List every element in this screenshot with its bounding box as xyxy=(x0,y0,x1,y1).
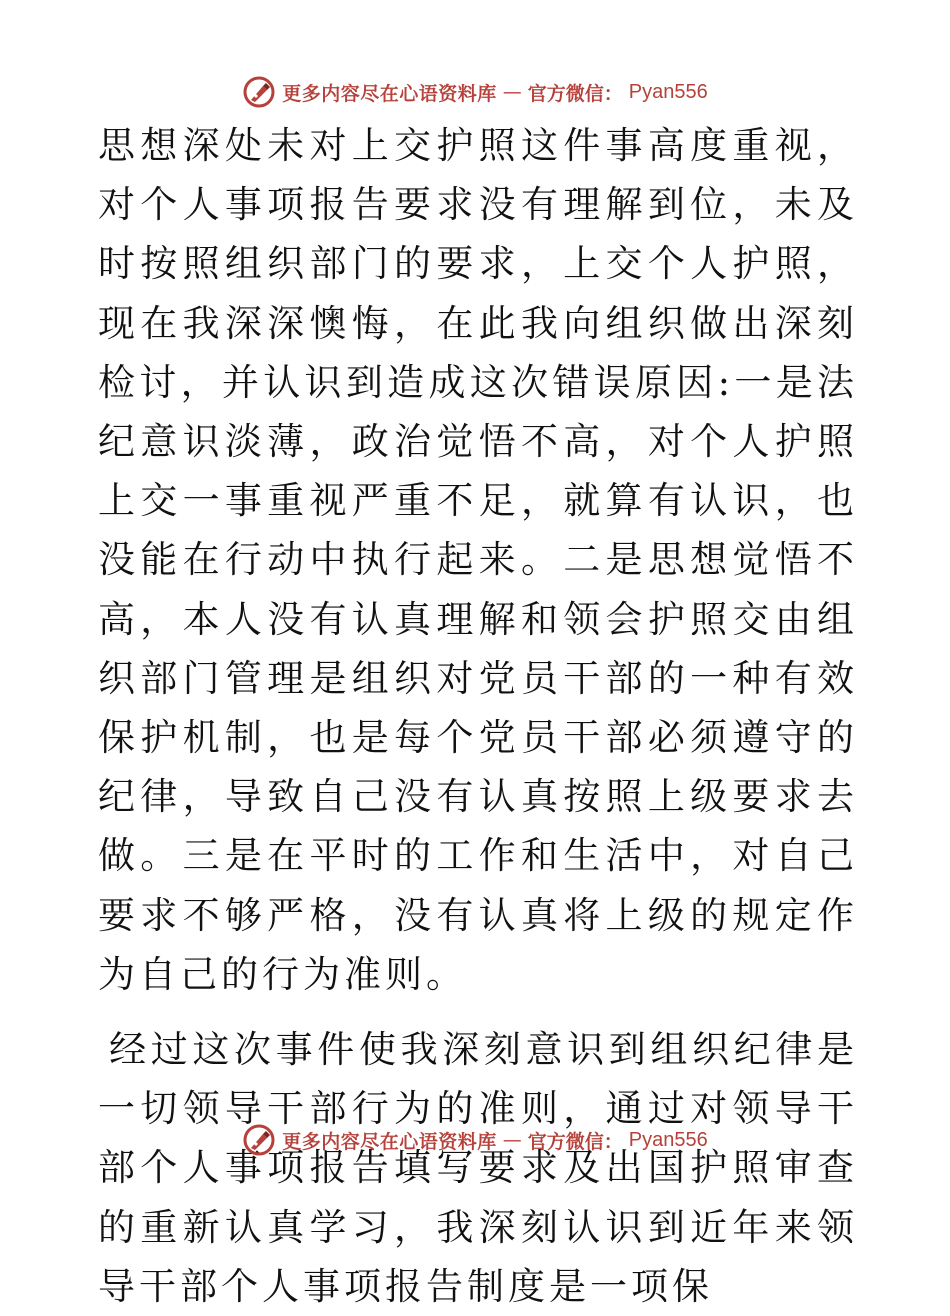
header-separator: — xyxy=(502,81,522,103)
footer-wechat-id: Pyan556 xyxy=(628,1128,708,1151)
header-wechat-id: Pyan556 xyxy=(628,80,708,103)
header-brand-text: 更多内容尽在心语资料库 xyxy=(282,82,497,105)
footer-brand-text: 更多内容尽在心语资料库 xyxy=(282,1130,497,1153)
paragraph-1: 思想深处未对上交护照这件事高度重视，对个人事项报告要求没有理解到位，未及时按照组织部门的要求，上交个人护照，现在我深深懊悔，在此我向组织做出深刻检讨，并认识到造成这次错误原因:一是法纪意识淡薄，政治觉悟不高，对个人护照上交一事重视严重不足，就算有认识，也没能在行动中执行起来。二是思想觉悟不高，本人没有认真理解和领会护照交由组织部门管理是组织对党员干部的一种有效保护机制，也是每个党员干部必须遵守的纪律，导致自己没有认真按照上级要求去做。三是在平时的工作和生活中，对自己要求不够严格，没有认真将上级的规定作为自己的行为准则。 xyxy=(98,124,858,996)
pen-nib-logo-icon xyxy=(242,1123,276,1157)
paragraph-2: 经过这次事件使我深刻意识到组织纪律是一切领导干部行为的准则，通过对领导干部个人事项报告填写要求及出国护照审查的重新认真学习，我深刻认识到近年来领导干部个人事项报告制度是一项保 xyxy=(98,1028,858,1308)
header-banner xyxy=(0,72,950,112)
footer-banner xyxy=(0,1120,950,1160)
footer-wechat-label: 官方微信： xyxy=(527,1130,623,1153)
pen-nib-logo-icon xyxy=(242,75,276,109)
footer-separator: — xyxy=(502,1129,522,1151)
header-wechat-label: 官方微信： xyxy=(527,82,623,105)
